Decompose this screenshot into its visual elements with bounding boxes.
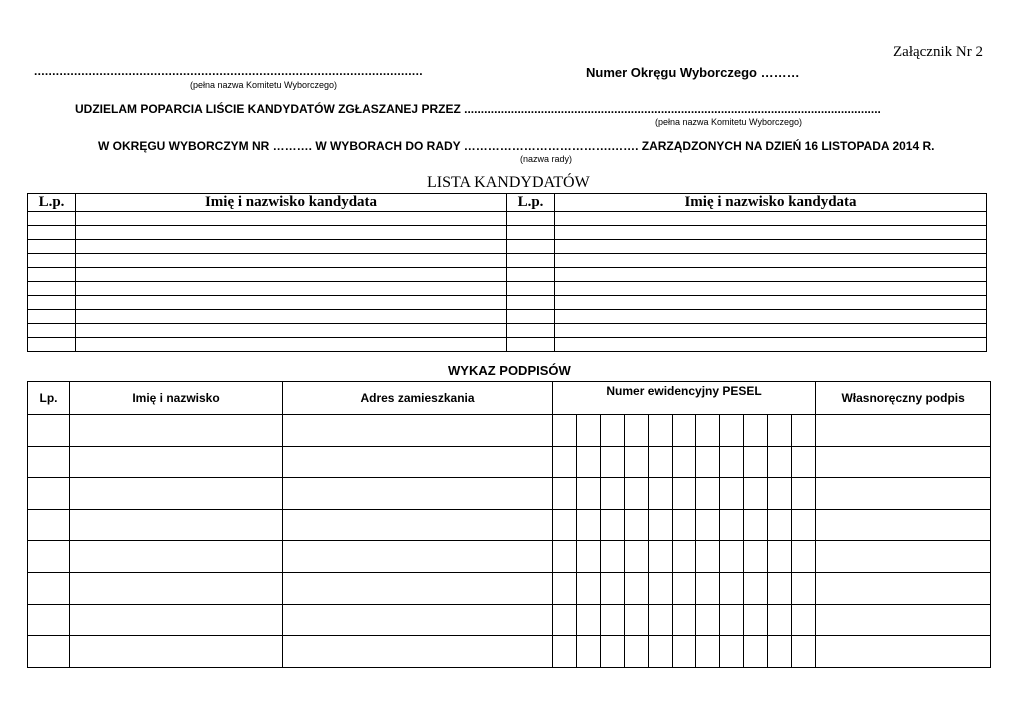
- pesel-digit-cell[interactable]: [792, 478, 816, 510]
- signature-sign-cell[interactable]: [816, 541, 991, 573]
- pesel-digit-cell[interactable]: [624, 415, 648, 447]
- pesel-digit-cell[interactable]: [648, 604, 672, 636]
- election-line: W OKRĘGU WYBORCZYM NR ………. W WYBORACH DO RADY ……………………………….……. ZARZĄDZONYCH NA DZIEŃ 16 LISTOPADA 2014 R.: [98, 139, 935, 153]
- pesel-digit-cell[interactable]: [792, 541, 816, 573]
- pesel-digit-cell[interactable]: [624, 446, 648, 478]
- council-name-caption: (nazwa rady): [520, 154, 573, 164]
- pesel-digit-cell[interactable]: [576, 446, 600, 478]
- pesel-digit-cell[interactable]: [696, 636, 720, 668]
- candidate-row: [28, 282, 987, 296]
- candidate-lp-cell[interactable]: [28, 324, 76, 338]
- pesel-digit-cell[interactable]: [624, 541, 648, 573]
- pesel-digit-cell[interactable]: [768, 572, 792, 604]
- signature-name-cell[interactable]: [70, 415, 283, 447]
- pesel-digit-cell[interactable]: [696, 415, 720, 447]
- signature-row: [28, 415, 991, 447]
- signature-name-cell[interactable]: [70, 478, 283, 510]
- signature-sign-cell[interactable]: [816, 604, 991, 636]
- pesel-digit-cell[interactable]: [768, 604, 792, 636]
- pesel-digit-cell[interactable]: [672, 509, 696, 541]
- pesel-digit-cell[interactable]: [553, 509, 577, 541]
- pesel-digit-cell[interactable]: [600, 446, 624, 478]
- support-caption: (pełna nazwa Komitetu Wyborczego): [655, 117, 802, 127]
- candidate-lp-cell[interactable]: [28, 254, 76, 268]
- pesel-digit-cell[interactable]: [744, 604, 768, 636]
- candidate-lp-cell[interactable]: [28, 338, 76, 352]
- signature-row: [28, 636, 991, 668]
- col-lp-right: L.p.: [507, 194, 555, 212]
- pesel-digit-cell[interactable]: [672, 415, 696, 447]
- signature-sign-cell[interactable]: [816, 572, 991, 604]
- candidate-name-cell[interactable]: [76, 282, 507, 296]
- signature-lp-cell[interactable]: [28, 541, 70, 573]
- col-address: Adres zamieszkania: [283, 382, 553, 415]
- committee-name-blank[interactable]: ...........................................................................................................: [34, 64, 423, 78]
- signature-lp-cell[interactable]: [28, 446, 70, 478]
- pesel-digit-cell[interactable]: [720, 541, 744, 573]
- pesel-digit-cell[interactable]: [600, 541, 624, 573]
- signature-row: [28, 446, 991, 478]
- candidates-table: [27, 193, 987, 352]
- pesel-digit-cell[interactable]: [600, 509, 624, 541]
- candidate-name-cell[interactable]: [555, 226, 987, 240]
- pesel-digit-cell[interactable]: [672, 636, 696, 668]
- pesel-digit-cell[interactable]: [624, 572, 648, 604]
- col-signature: Własnoręczny podpis: [816, 382, 991, 415]
- pesel-digit-cell[interactable]: [672, 572, 696, 604]
- pesel-digit-cell[interactable]: [576, 478, 600, 510]
- candidate-name-cell[interactable]: [76, 324, 507, 338]
- signature-sign-cell[interactable]: [816, 478, 991, 510]
- col-pesel: Numer ewidencyjny PESEL: [553, 382, 816, 415]
- signature-name-cell[interactable]: [70, 446, 283, 478]
- candidate-name-cell[interactable]: [76, 338, 507, 352]
- candidate-lp-cell[interactable]: [28, 296, 76, 310]
- pesel-digit-cell[interactable]: [696, 478, 720, 510]
- pesel-digit-cell[interactable]: [744, 572, 768, 604]
- signature-address-cell[interactable]: [283, 415, 553, 447]
- pesel-digit-cell[interactable]: [720, 636, 744, 668]
- candidate-name-cell[interactable]: [555, 338, 987, 352]
- candidate-row: [28, 240, 987, 254]
- district-number-label: Numer Okręgu Wyborczego ………: [586, 65, 800, 80]
- pesel-digit-cell[interactable]: [720, 415, 744, 447]
- candidate-lp-cell[interactable]: [507, 226, 555, 240]
- signature-lp-cell[interactable]: [28, 636, 70, 668]
- candidate-row: [28, 310, 987, 324]
- candidate-lp-cell[interactable]: [507, 338, 555, 352]
- pesel-digit-cell[interactable]: [672, 446, 696, 478]
- pesel-digit-cell[interactable]: [768, 415, 792, 447]
- pesel-digit-cell[interactable]: [720, 446, 744, 478]
- signature-row: [28, 478, 991, 510]
- pesel-digit-cell[interactable]: [672, 604, 696, 636]
- signature-lp-cell[interactable]: [28, 478, 70, 510]
- pesel-digit-cell[interactable]: [696, 541, 720, 573]
- pesel-digit-cell[interactable]: [696, 446, 720, 478]
- candidate-lp-cell[interactable]: [507, 282, 555, 296]
- candidate-name-cell[interactable]: [76, 310, 507, 324]
- candidate-lp-cell[interactable]: [28, 212, 76, 226]
- pesel-digit-cell[interactable]: [553, 636, 577, 668]
- signature-sign-cell[interactable]: [816, 446, 991, 478]
- pesel-digit-cell[interactable]: [720, 604, 744, 636]
- candidate-name-cell[interactable]: [76, 212, 507, 226]
- candidate-name-cell[interactable]: [76, 268, 507, 282]
- col-lp: Lp.: [28, 382, 70, 415]
- pesel-digit-cell[interactable]: [768, 541, 792, 573]
- pesel-digit-cell[interactable]: [553, 541, 577, 573]
- candidate-row: [28, 324, 987, 338]
- candidate-lp-cell[interactable]: [28, 226, 76, 240]
- col-lp-left: L.p.: [28, 194, 76, 212]
- candidate-row: [28, 268, 987, 282]
- candidate-row: [28, 254, 987, 268]
- pesel-digit-cell[interactable]: [576, 541, 600, 573]
- pesel-digit-cell[interactable]: [768, 478, 792, 510]
- candidate-name-cell[interactable]: [555, 282, 987, 296]
- signature-lp-cell[interactable]: [28, 604, 70, 636]
- pesel-digit-cell[interactable]: [600, 572, 624, 604]
- pesel-digit-cell[interactable]: [744, 478, 768, 510]
- candidate-name-cell[interactable]: [555, 268, 987, 282]
- candidate-lp-cell[interactable]: [28, 268, 76, 282]
- signature-row: [28, 541, 991, 573]
- candidate-name-cell[interactable]: [76, 226, 507, 240]
- signatures-header-row: [28, 382, 991, 415]
- pesel-digit-cell[interactable]: [624, 478, 648, 510]
- candidate-name-cell[interactable]: [555, 212, 987, 226]
- signature-lp-cell[interactable]: [28, 415, 70, 447]
- candidates-header-row: [28, 194, 987, 212]
- signature-sign-cell[interactable]: [816, 415, 991, 447]
- signature-sign-cell[interactable]: [816, 636, 991, 668]
- candidate-lp-cell[interactable]: [28, 310, 76, 324]
- signature-row: [28, 572, 991, 604]
- candidate-lp-cell[interactable]: [507, 254, 555, 268]
- candidate-lp-cell[interactable]: [507, 212, 555, 226]
- pesel-digit-cell[interactable]: [792, 636, 816, 668]
- signature-address-cell[interactable]: [283, 509, 553, 541]
- candidate-name-cell[interactable]: [555, 240, 987, 254]
- candidate-row: [28, 212, 987, 226]
- signature-row: [28, 509, 991, 541]
- pesel-digit-cell[interactable]: [553, 572, 577, 604]
- pesel-digit-cell[interactable]: [553, 446, 577, 478]
- candidate-row: [28, 338, 987, 352]
- pesel-digit-cell[interactable]: [720, 572, 744, 604]
- candidate-name-cell[interactable]: [555, 254, 987, 268]
- candidate-row: [28, 226, 987, 240]
- pesel-digit-cell[interactable]: [744, 446, 768, 478]
- pesel-digit-cell[interactable]: [553, 478, 577, 510]
- pesel-digit-cell[interactable]: [720, 509, 744, 541]
- pesel-digit-cell[interactable]: [696, 604, 720, 636]
- col-full-name: Imię i nazwisko: [70, 382, 283, 415]
- pesel-digit-cell[interactable]: [576, 509, 600, 541]
- pesel-digit-cell[interactable]: [648, 446, 672, 478]
- candidate-lp-cell[interactable]: [507, 240, 555, 254]
- pesel-digit-cell[interactable]: [648, 478, 672, 510]
- pesel-digit-cell[interactable]: [744, 415, 768, 447]
- signature-address-cell[interactable]: [283, 478, 553, 510]
- pesel-digit-cell[interactable]: [624, 604, 648, 636]
- pesel-digit-cell[interactable]: [696, 572, 720, 604]
- pesel-digit-cell[interactable]: [576, 636, 600, 668]
- pesel-digit-cell[interactable]: [792, 509, 816, 541]
- signature-address-cell[interactable]: [283, 541, 553, 573]
- pesel-digit-cell[interactable]: [768, 636, 792, 668]
- candidates-title: LISTA KANDYDATÓW: [427, 174, 590, 191]
- candidate-name-cell[interactable]: [76, 240, 507, 254]
- candidate-lp-cell[interactable]: [28, 282, 76, 296]
- signatures-title: WYKAZ PODPISÓW: [448, 363, 571, 378]
- signatures-table: [27, 381, 991, 668]
- signature-address-cell[interactable]: [283, 572, 553, 604]
- pesel-digit-cell[interactable]: [600, 636, 624, 668]
- candidate-lp-cell[interactable]: [507, 310, 555, 324]
- committee-name-caption: (pełna nazwa Komitetu Wyborczego): [190, 80, 337, 90]
- pesel-digit-cell[interactable]: [768, 446, 792, 478]
- pesel-digit-cell[interactable]: [744, 541, 768, 573]
- annex-label: Załącznik Nr 2: [893, 44, 983, 60]
- candidate-lp-cell[interactable]: [507, 268, 555, 282]
- pesel-digit-cell[interactable]: [553, 604, 577, 636]
- pesel-digit-cell[interactable]: [792, 604, 816, 636]
- pesel-digit-cell[interactable]: [576, 415, 600, 447]
- signature-address-cell[interactable]: [283, 604, 553, 636]
- signature-row: [28, 604, 991, 636]
- candidate-name-cell[interactable]: [555, 324, 987, 338]
- candidate-name-cell[interactable]: [76, 296, 507, 310]
- pesel-digit-cell[interactable]: [553, 415, 577, 447]
- pesel-digit-cell[interactable]: [648, 572, 672, 604]
- pesel-digit-cell[interactable]: [600, 604, 624, 636]
- pesel-digit-cell[interactable]: [744, 509, 768, 541]
- pesel-digit-cell[interactable]: [672, 478, 696, 510]
- signature-sign-cell[interactable]: [816, 509, 991, 541]
- pesel-digit-cell[interactable]: [576, 604, 600, 636]
- candidate-lp-cell[interactable]: [507, 324, 555, 338]
- candidate-lp-cell[interactable]: [507, 296, 555, 310]
- col-candidate-name-left: Imię i nazwisko kandydata: [76, 194, 507, 212]
- pesel-digit-cell[interactable]: [696, 509, 720, 541]
- candidate-row: [28, 296, 987, 310]
- pesel-digit-cell[interactable]: [648, 636, 672, 668]
- pesel-digit-cell[interactable]: [624, 509, 648, 541]
- pesel-digit-cell[interactable]: [600, 415, 624, 447]
- signature-name-cell[interactable]: [70, 636, 283, 668]
- signature-address-cell[interactable]: [283, 446, 553, 478]
- candidate-lp-cell[interactable]: [28, 240, 76, 254]
- pesel-digit-cell[interactable]: [720, 478, 744, 510]
- signature-address-cell[interactable]: [283, 636, 553, 668]
- pesel-digit-cell[interactable]: [600, 478, 624, 510]
- signature-lp-cell[interactable]: [28, 572, 70, 604]
- pesel-digit-cell[interactable]: [792, 446, 816, 478]
- candidate-name-cell[interactable]: [555, 310, 987, 324]
- candidate-name-cell[interactable]: [76, 254, 507, 268]
- signature-name-cell[interactable]: [70, 604, 283, 636]
- pesel-digit-cell[interactable]: [648, 509, 672, 541]
- pesel-digit-cell[interactable]: [576, 572, 600, 604]
- support-line: UDZIELAM POPARCIA LIŚCIE KANDYDATÓW ZGŁASZANEJ PRZEZ .............................................................................................................................: [75, 102, 881, 116]
- signature-lp-cell[interactable]: [28, 509, 70, 541]
- pesel-digit-cell[interactable]: [792, 572, 816, 604]
- signature-name-cell[interactable]: [70, 572, 283, 604]
- signature-name-cell[interactable]: [70, 509, 283, 541]
- pesel-digit-cell[interactable]: [744, 636, 768, 668]
- pesel-digit-cell[interactable]: [672, 541, 696, 573]
- pesel-digit-cell[interactable]: [792, 415, 816, 447]
- pesel-digit-cell[interactable]: [648, 541, 672, 573]
- pesel-digit-cell[interactable]: [768, 509, 792, 541]
- candidate-name-cell[interactable]: [555, 296, 987, 310]
- col-candidate-name-right: Imię i nazwisko kandydata: [555, 194, 987, 212]
- signature-name-cell[interactable]: [70, 541, 283, 573]
- pesel-digit-cell[interactable]: [624, 636, 648, 668]
- pesel-digit-cell[interactable]: [648, 415, 672, 447]
